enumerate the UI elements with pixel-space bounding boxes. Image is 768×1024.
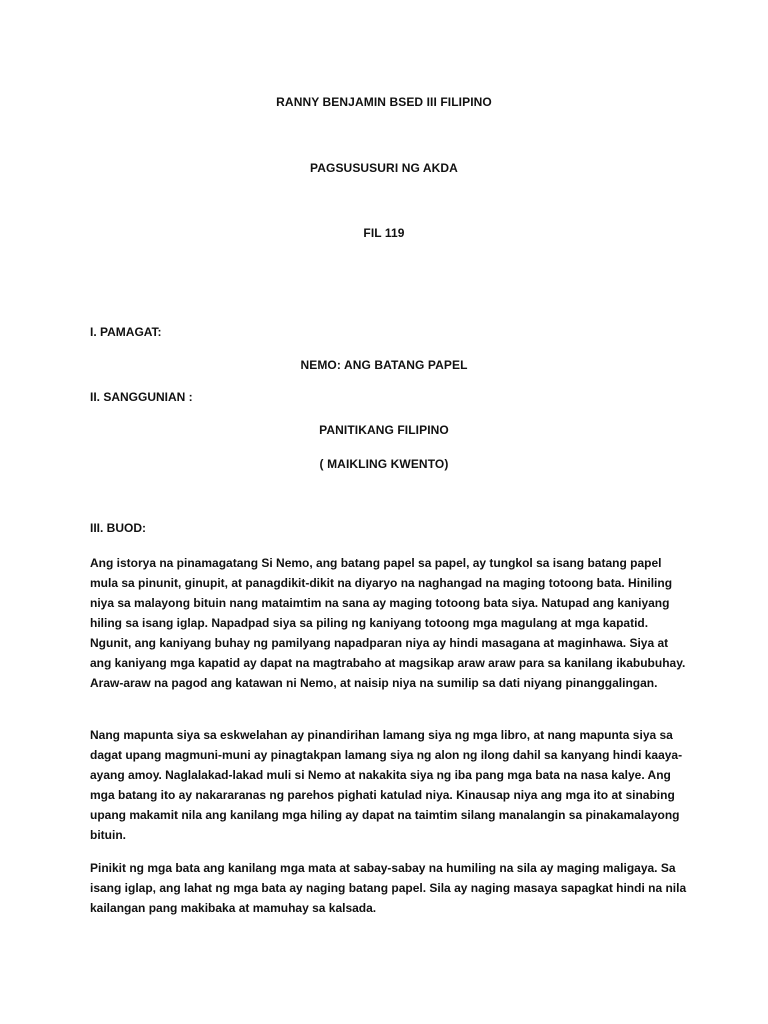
subject-line: PAGSUSUSURI NG AKDA bbox=[310, 161, 458, 175]
pamagat-title: NEMO: ANG BATANG PAPEL bbox=[300, 358, 468, 372]
pamagat-heading: I. PAMAGAT: bbox=[90, 325, 162, 339]
course-line: FIL 119 bbox=[363, 226, 405, 240]
sanggunian-heading: II. SANGGUNIAN : bbox=[90, 390, 193, 404]
buod-paragraph-3: Pinikit ng mga bata ang kanilang mga mata at sabay-sabay na humiling na sila ay maging maligaya. Sa isang iglap, ang lahat ng mga bata ay naging batang papel. Sila ay naging masaya sapagkat hindi na nila kailangan pang makibaka at mamuhay sa kalsada. bbox=[90, 861, 687, 915]
buod-paragraph-2: Nang mapunta siya sa eskwelahan ay pinandirihan lamang siya ng mga libro, at nang mapunta siya sa dagat upang magmuni-muni ay pinagtakpan lamang siya ng alon ng ilong dahil sa kanyang hindi kaaya-ayang amoy. Naglalakad-lakad muli si Nemo at nakakita siya ng iba pang mga bata na nasa kalye. Ang mga batang ito ay nakararanas ng parehos pighati katulad niya. Kinausap niya ang mga ito at sinabing upang makamit nila ang kanilang mga hiling ay dapat na taimtim silang manalangin sa pinakamalayong bituin. bbox=[90, 728, 683, 842]
buod-heading: III. BUOD: bbox=[90, 521, 146, 535]
sanggunian-source: PANITIKANG FILIPINO bbox=[319, 423, 449, 437]
buod-paragraph-1: Ang istorya na pinamagatang Si Nemo, ang batang papel sa papel, ay tungkol sa isang batang papel mula sa pinunit, ginupit, at panagdikit-dikit na diyaryo na naghangad na maging totoong bata. Hiniling niya sa malayong bituin nang mataimtim na sana ay maging totoong bata siya. Natupad ang kaniyang hiling sa isang iglap. Napadpad siya sa piling ng kaniyang totoong mga magulang at mga kapatid. Ngunit, ang kaniyang buhay ng pamilyang napadparan niya ay hindi masagana at maginhawa. Siya at ang kaniyang mga kapatid ay dapat na magtrabaho at magsikap araw araw para sa kanilang ikabubuhay. Araw-araw na pagod ang katawan ni Nemo, at naisip niya na sumilip sa dati niyang pinanggalingan. bbox=[90, 556, 686, 690]
author-line: RANNY BENJAMIN BSED III FILIPINO bbox=[276, 95, 492, 109]
sanggunian-genre: ( MAIKLING KWENTO) bbox=[319, 457, 449, 471]
